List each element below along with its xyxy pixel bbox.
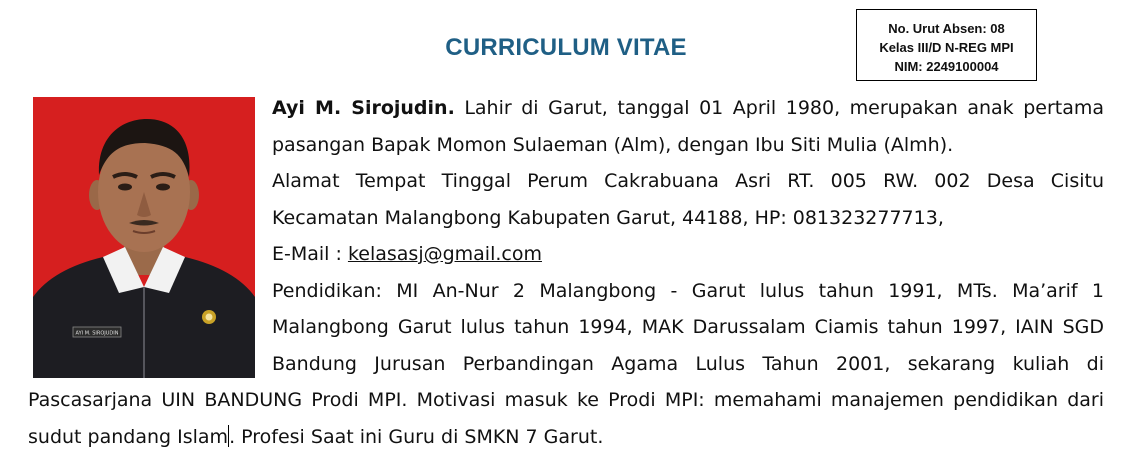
attendance-number: No. Urut Absen: 08 (888, 21, 1005, 36)
class-label: Kelas III/D N-REG MPI (879, 40, 1014, 55)
page-title: CURRICULUM VITAE (445, 34, 687, 61)
email-label: E-Mail : (272, 243, 348, 265)
student-id: NIM: 2249100004 (894, 59, 999, 74)
svg-text:AYI M. SIROJUDIN: AYI M. SIROJUDIN (75, 330, 119, 337)
birth-text: Lahir di Garut, tanggal 01 April 1980, merupakan anak pertama pasangan Bapak Momon Sulaeman (Alm), dengan Ibu Siti Mulia (Almh). (272, 97, 1104, 156)
student-info-box (856, 9, 1037, 81)
bio-address: Alamat Tempat Tinggal Perum Cakrabuana Asri RT. 005 RW. 002 Desa Cisitu Kecamatan Malangbong Kabupaten Garut, 44188, HP: 081323277713, (272, 170, 1104, 229)
profession-text: . Profesi Saat ini Guru di SMKN 7 Garut. (229, 425, 604, 448)
education-text: Pendidikan: MI An-Nur 2 Malangbong - Garut lulus tahun 1991, MTs. Ma’arif 1 Malangbong Garut lulus tahun 1994, MAK Darussalam Ciamis tahun 1997, IAIN SGD Bandung Jurusan Perbandingan Agama Lulus Tahun 2001, sekarang kuliah di Pascasarjana UIN BANDUNG Prodi MPI. Motivasi masuk ke Prodi MPI: memahami manajemen pendidikan dari sudut pandang Islam (28, 279, 1104, 448)
person-name: Ayi M. Sirojudin. (272, 97, 455, 119)
biography (28, 90, 1104, 455)
email-link[interactable]: kelasasj@gmail.com (347, 243, 542, 265)
